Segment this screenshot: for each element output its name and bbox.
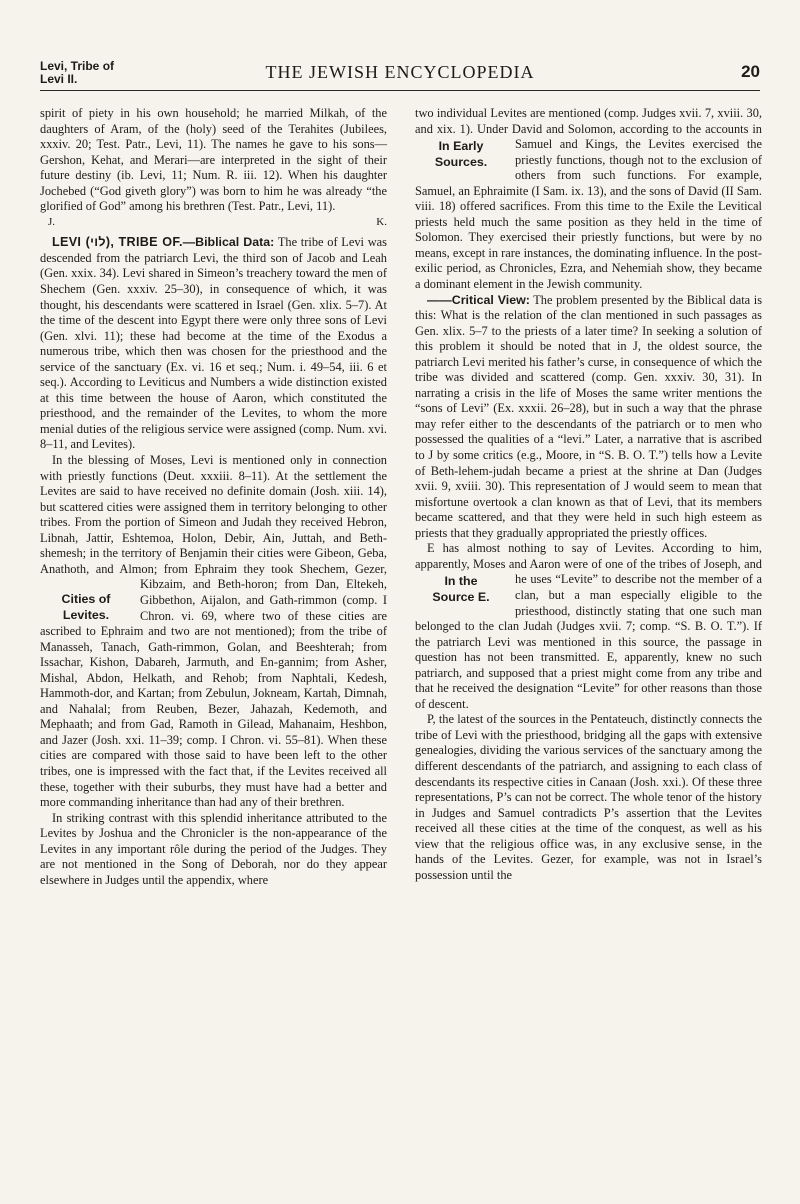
running-head-line1: Levi, Tribe of (40, 59, 115, 73)
publication-title: THE JEWISH ENCYCLOPEDIA (265, 62, 535, 82)
paragraph (415, 541, 762, 712)
page-number: 20 (741, 62, 760, 81)
entry-subhead: —Biblical Data: (182, 235, 275, 250)
paragraph: In striking contrast with this splendid inheritance attributed to the Levites by Joshua and the Chronicler is the non-appearance of the Levites in any important rôle during the period of the Judges. They are not mentioned in the Song of Deborah, nor do they appear elsewhere in Judges until the appendix, where (40, 810, 387, 887)
paragraph: spirit of piety in his own household; he married Milkah, of the daughters of Aram, of the (holy) seed of the Terahites (Jubilees, xxxiv. 20; Test. Patr., Levi, 11). The names he gave to his sons—Gershon, Kehat, and Merari—are interpreted in the sight of their future destiny (ib. Levi, 11; Num. R. iii. 12). When his daughter Jochebed (“God giveth glory”) was born to him he was already “the glorified of God” among his brethren (Test. Patr., Levi, 11). (40, 106, 387, 214)
entry-text: The tribe of Levi was descended from the patriarch Levi, the third son of Jacob and Leah (Gen. xxix. 34). Levi shared in Simeon’s treachery toward the men of Shechem (Gen. xxxiv. 25–30), in consequence of which, it was thought, his descendants were scattered in Israel (Gen. xlix. 5–7). At the time of the descent into Egypt there were only three sons of Levi (Gen. xlvi. 11); these had become at the time of the Exodus a numerous tribe, which then was chosen for the priesthood and the service of the sanctuary (Ex. vi. 16 et seq.; Num. i. 49–54, iii. 6 et seq.). According to Leviticus and Numbers a wide distinction existed at this time between the house of Aaron, which constituted the priesthood, and the remainder of the Levites, to whom the more menial duties of the religious service were assigned (comp. Num. xvi. 8–11, and Levites). (40, 235, 388, 452)
side-heading-line1: In Early (438, 139, 484, 154)
side-heading (40, 592, 132, 623)
side-heading (415, 139, 507, 170)
right-column (415, 106, 762, 883)
side-heading-line2: Source E. (432, 589, 490, 604)
paragraph (415, 106, 762, 293)
side-heading-line2: Sources. (434, 154, 488, 169)
entry-paragraph (40, 235, 387, 453)
paragraph-text: “Levite” to describe not the member of a clan, but a man especially eligible to the priesthood, distinctly stating that one such man belonged to the clan Judah (Judges xvii. 7; comp. “S. B. O. T.”). If the patriarch Levi was mentioned in this source, the passage in question has not been transmitted. E, apparently, knew no such patriarch, and supposed that a priest might come from any tribe and that he received the designation “Levite” for other reasons than those of descent. (415, 572, 762, 711)
entry-title: LEVI (לוי), TRIBE OF. (52, 235, 183, 250)
paragraph-text: Samuel and Kings, the Levites exercised the priestly functions, though not to the exclusion of others from such functions. For example, Samuel, an Ephraimite (I Sam. ix. 13), and the sons of David (II Sam. viii. 18) offered sacrifices. From this time to the Exile the Levitical priests held much the same position as they held in the time of Solomon. They exercised their priestly functions, but were by no means, except in rare instances, the dominating influence. In the post-exilic period, as Chronicles, Ezra, and Nehemiah show, they became a dominant element in the Jewish community. (415, 137, 762, 292)
paragraph-text: and Beth-horon; from Dan, Eltekeh, Gibbethon, Aijalon, and Gath-rimmon (comp. I Chron. vi. 69, where two of these cities are ascribed to Ephraim and two are not mentioned); from the tribe of Manasseh, Tanach, Gath-rimmon, Golan, and Beeshterah; from Issachar, Kishon, Dabareh, Jarmuth, and En-gannim; from Asher, Mishal, Abdon, Helkath, and Rehob; from Naphtali, Kedesh, Hammoth-dor, and Kartan; from Zebulun, Jokneam, Kartah, Dimnah, and Nahalal; from Reuben, Bezer, Jahazah, Kedemoth, and Mephaath; and from Gad, Ramoth in Gilead, Mahanaim, Heshbon, and Jazer (Josh. xxi. 11–39; comp. I Chron. vi. 55–81). When these cities are compared with those said to have been left to the other tribes, one is impressed with the fact that, if the Levites received all these, together with their suburbs, they must have had a better and more commanding inheritance than had any of their brethren. (40, 577, 387, 810)
signature-right: K. (376, 215, 387, 228)
running-head-line2: Levi II. (40, 71, 78, 86)
side-heading-line1: In the (444, 574, 478, 589)
paragraph-text: The problem presented by the Biblical data is this: What is the relation of the clan mentioned in such passages as Gen. xlix. 5–7 to the priests of a later time? In seeking a solution of this problem it should be noted that in J, the oldest source, the patriarch Levi merited his father’s curse, in consequence of which the tribe was divided and scattered (comp. Gen. xxxiv. 30, 31). In narrating a crisis in the life of Moses the same writer mentions the “sons of Levi” (Ex. xxxii. 26–28), but in such a way that the phrase may refer either to the descendants of the patriarch or to men who possessed the qualities of a “levi.” Later, a narrative that is ascribed to J by some critics (e.g., Moore, in “S. B. O. T.”) tells how a Levite of Beth-lehem-judah became a priest at the shrine at Dan (Judges xvii. 9, xviii. 30). This representation of J would seem to mean that misfortune overtook a clan known as that of Levi, that its members became scattered, and that they were held in such high esteem as priests that they gradually appropriated the priestly offices. (415, 292, 763, 540)
author-signature (40, 215, 387, 231)
header-rule (40, 90, 760, 91)
paragraph-text: E has almost nothing to say of Levites. According to him, apparently, Moses and Aaron were of one of the tribes of Joseph, and he uses (415, 541, 762, 587)
paragraph (415, 293, 762, 542)
paragraph: P, the latest of the sources in the Pentateuch, distinctly connects the tribe of Levi with the priesthood, bridging all the gaps with extensive genealogies, dividing the various services of the sanctuary among the different descendants of the patriarch, and assigning to each class of descendants its respective cities in Canaan (Josh. xxi.). Of these three representations, P’s can not be correct. The whole tenor of the history in Judges and Samuel contradicts P’s assertion that the Levites received all these cities at the time of the conquest, as well as his view that the religious office was, in any exclusive sense, in the hands of the Levites. Gezer, for example, was not in Israel’s possession until the (415, 712, 762, 882)
side-heading (415, 574, 507, 605)
paragraph (40, 453, 387, 811)
critical-view-heading: ——Critical View: (427, 292, 530, 307)
side-heading-line2: Levites. (62, 607, 110, 622)
running-header (40, 60, 760, 100)
paragraph-text: two individual Levites are mentioned (comp. Judges xvii. 7, xviii. 30, and xix. 1). Under David and Solomon, according to the accounts in (415, 106, 762, 136)
side-heading-line1: Cities of (61, 592, 111, 607)
paragraph-text: In the blessing of Moses, Levi is mentioned only in connection with priestly functions (Deut. xxxiii. 8–11). At the settlement the Levites are said to have received no definite domain (Josh. xiii. 14), but scattered cities were assigned them in territory belonging to other tribes. From the portion of Simeon and Judah they received Hebron, Libnah, Jattir, Eshtemoa, Holon, Debir, Ain, Juttah, and Beth-shemesh; in the territory of Benjamin their cities were Gibeon, Geba, Anathoth, and Almon; from Ephraim they took Shechem, Gezer, Kibzaim, (40, 453, 387, 592)
left-column (40, 106, 387, 888)
signature-left: J. (48, 215, 56, 228)
